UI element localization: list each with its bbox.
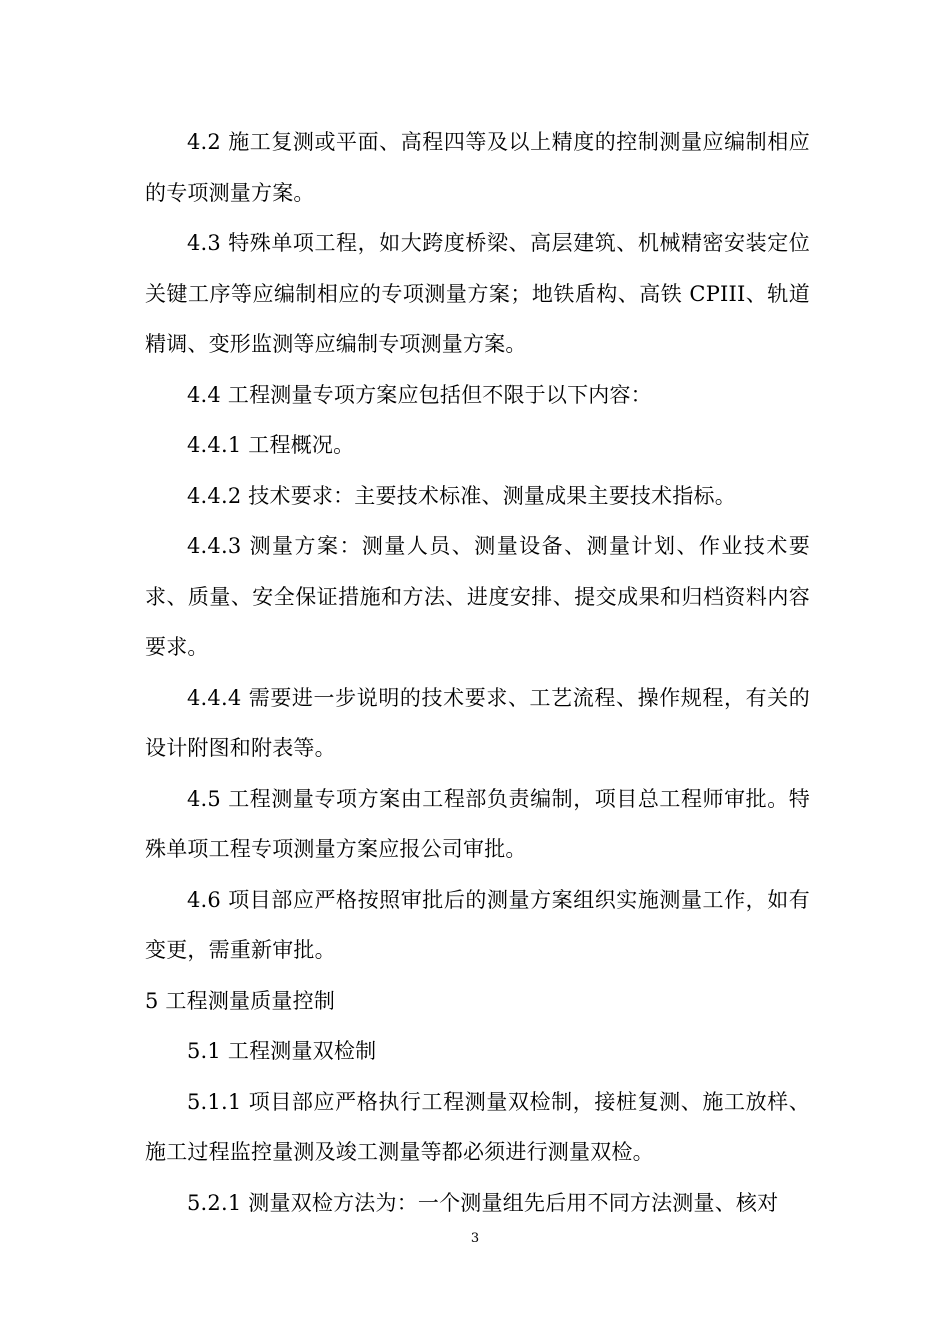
paragraph-4-4-1: 4.4.1 工程概况。 xyxy=(187,433,355,457)
paragraph-4-2: 4.2 施工复测或平面、高程四等及以上精度的控制测量应编制相应的专项测量方案。 xyxy=(145,130,810,205)
paragraph-4-6: 4.6 项目部应严格按照审批后的测量方案组织实施测量工作，如有变更，需重新审批。 xyxy=(145,887,810,962)
paragraph-4-4-2: 4.4.2 技术要求：主要技术标准、测量成果主要技术指标。 xyxy=(187,483,736,508)
paragraph-5-2-1: 5.2.1 测量双检方法为：一个测量组先后用不同方法测量、核对 xyxy=(187,1190,779,1215)
paragraph-4-4-4: 4.4.4 需要进一步说明的技术要求、工艺流程、操作规程，有关的设计附图和附表等。 xyxy=(145,685,810,760)
paragraph-4-4: 4.4 工程测量专项方案应包括但不限于以下内容： xyxy=(187,382,652,407)
paragraph-4-4-3: 4.4.3 测量方案：测量人员、测量设备、测量计划、作业技术要求、质量、安全保证措施和方法、进度安排、提交成果和归档资料内容要求。 xyxy=(145,534,810,659)
paragraph-5-1-1: 5.1.1 项目部应严格执行工程测量双检制，接桩复测、施工放样、施工过程监控量测及竣工测量等都必须进行测量双检。 xyxy=(145,1089,810,1164)
document-body xyxy=(145,117,810,1228)
paragraph-5-1: 5.1 工程测量双检制 xyxy=(187,1039,377,1063)
section-heading-5: 5 工程测量质量控制 xyxy=(145,988,336,1013)
paragraph-4-5: 4.5 工程测量专项方案由工程部负责编制，项目总工程师审批。特殊单项工程专项测量方案应报公司审批。 xyxy=(145,786,810,861)
paragraph-4-3: 4.3 特殊单项工程，如大跨度桥梁、高层建筑、机械精密安装定位关键工序等应编制相应的专项测量方案；地铁盾构、高铁 CPIII、轨道精调、变形监测等应编制专项测量方案。 xyxy=(145,231,810,356)
page-number: 3 xyxy=(470,1231,480,1246)
